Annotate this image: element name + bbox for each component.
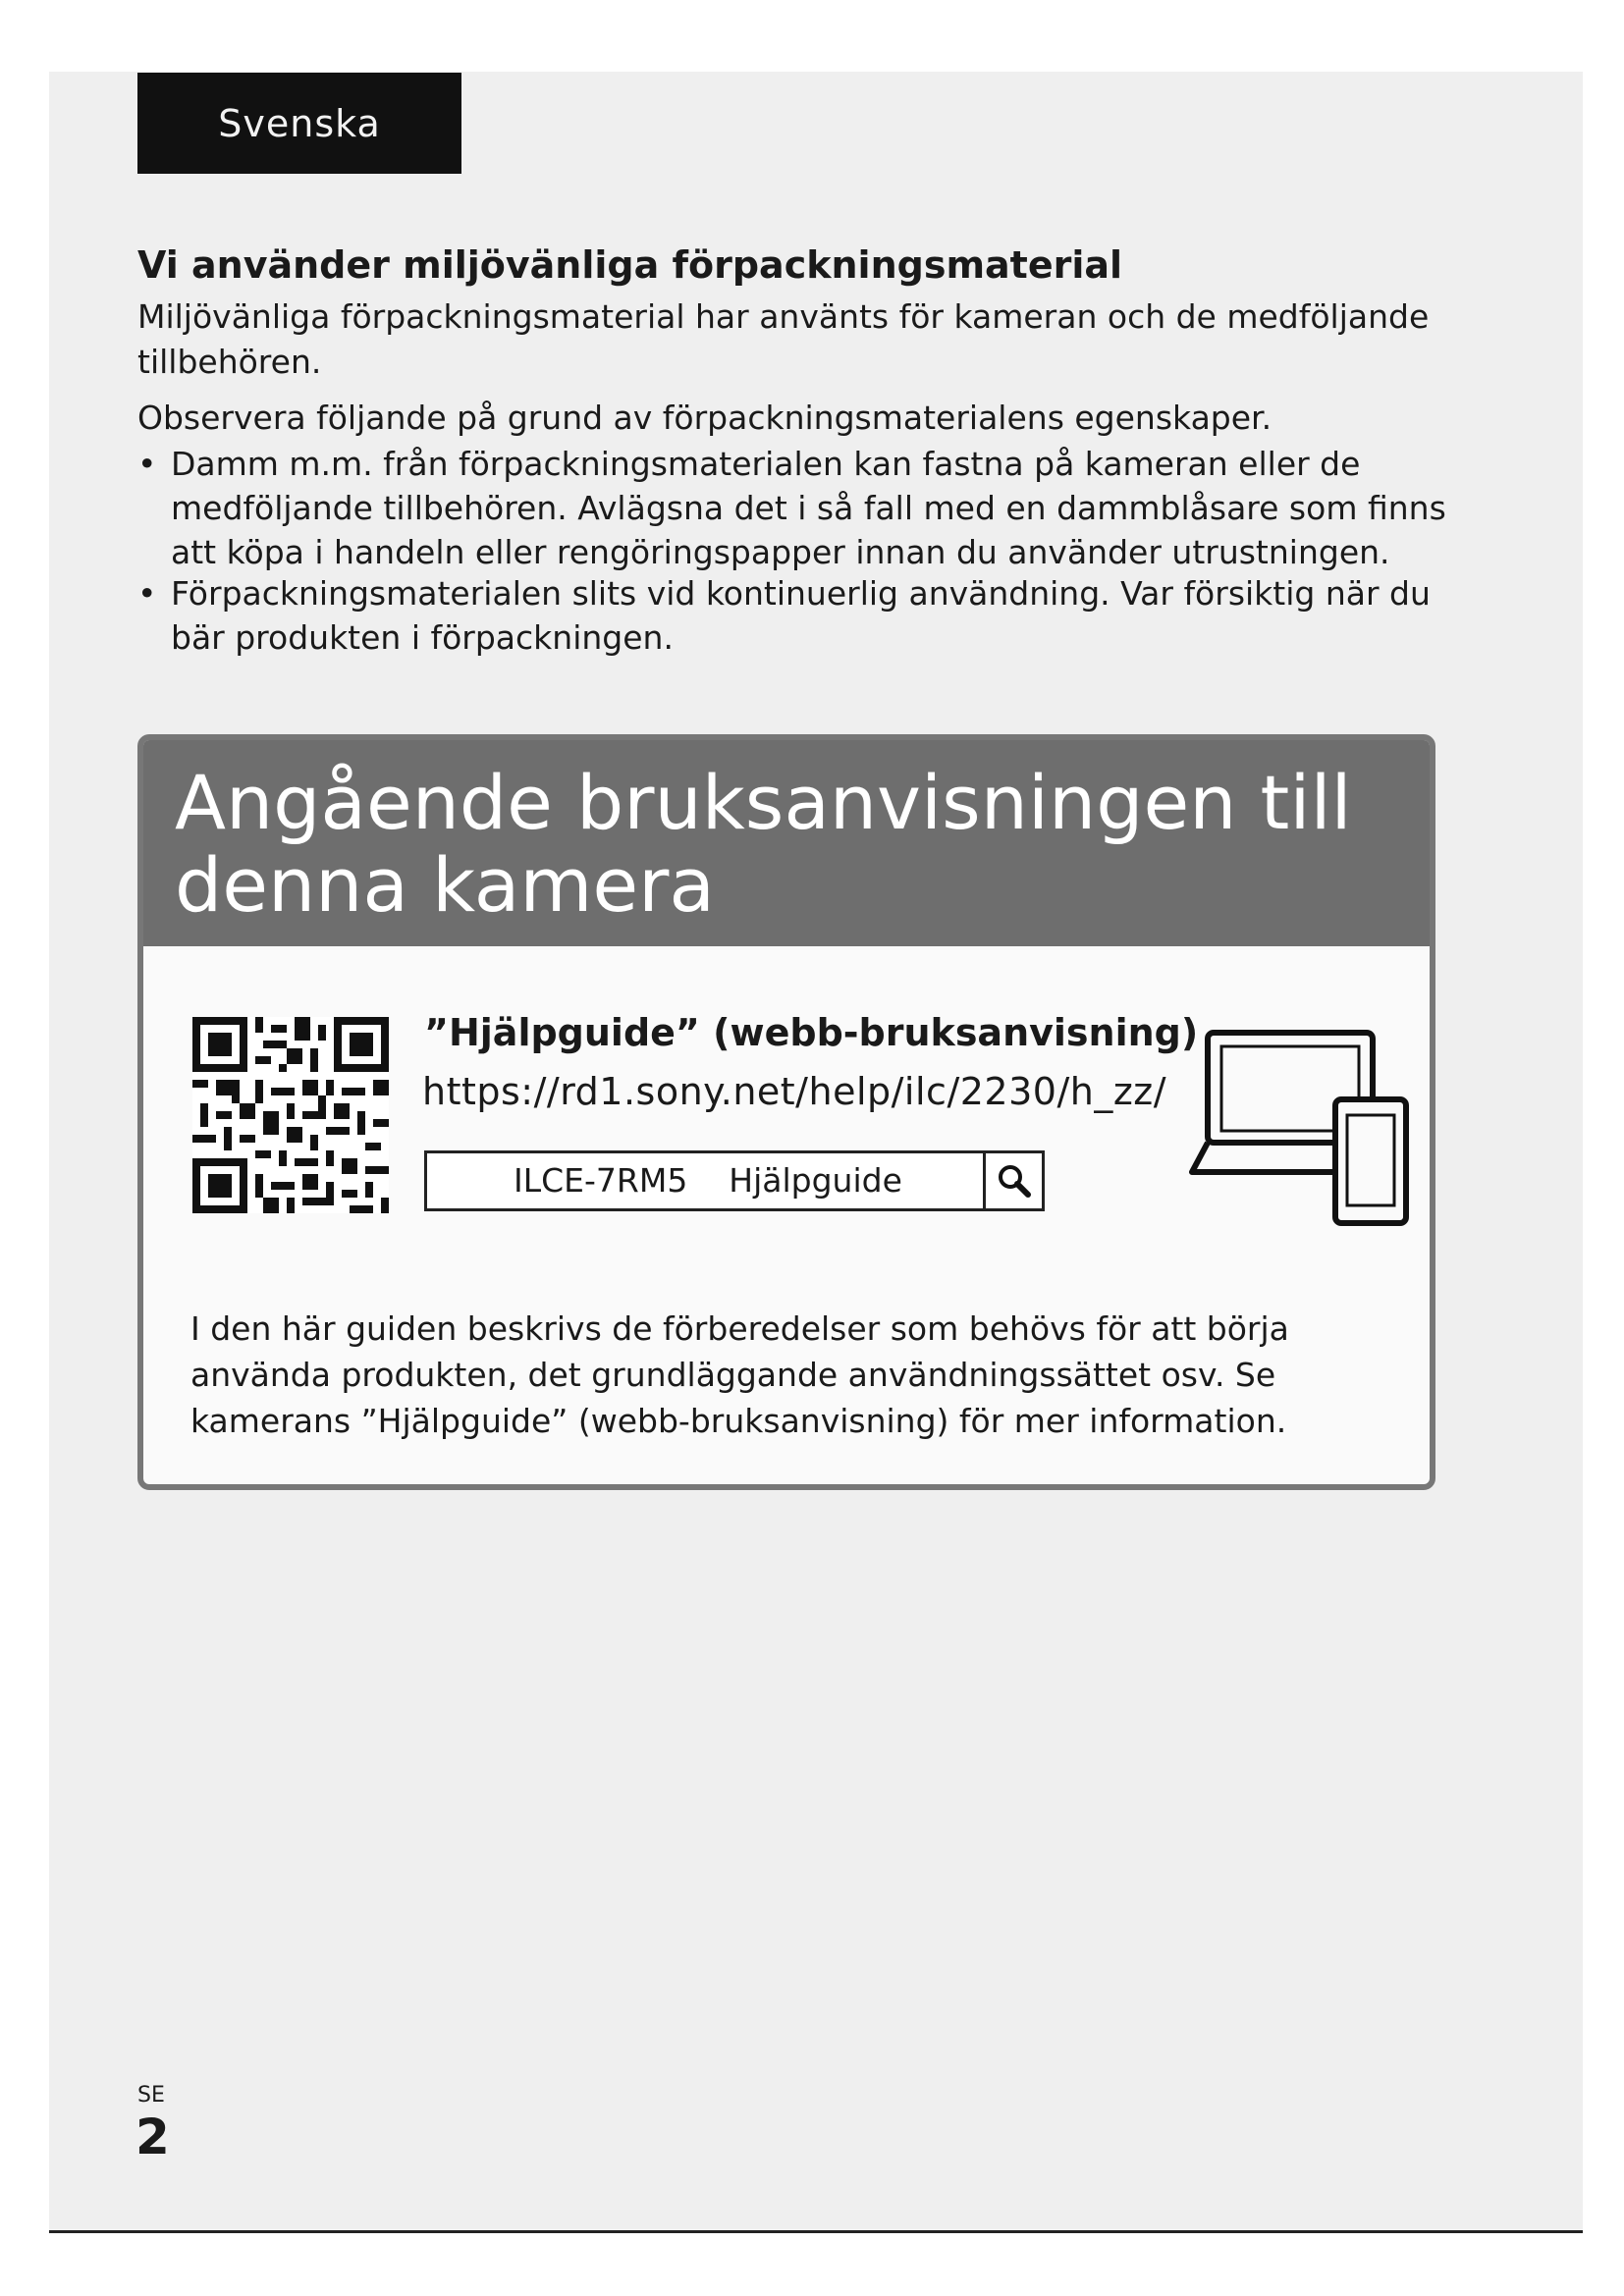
bullet-2-line-1: Förpackningsmaterialen slits vid kontinuerlig användning. Var försiktig när du bbox=[171, 574, 1431, 613]
eco-packaging-heading: Vi använder miljövänliga förpackningsmaterial bbox=[137, 243, 1123, 287]
help-guide-url[interactable]: https://rd1.sony.net/help/ilc/2230/h_zz/ bbox=[422, 1070, 1167, 1113]
language-tab-label: Svenska bbox=[218, 101, 381, 145]
eco-paragraph-1-line-2: tillbehören. bbox=[137, 343, 322, 381]
language-tab bbox=[137, 73, 461, 174]
eco-paragraph-2: Observera följande på grund av förpackningsmaterialens egenskaper. bbox=[137, 399, 1272, 437]
bullet-1-line-2: medföljande tillbehören. Avlägsna det i så fall med en dammblåsare som finns bbox=[171, 489, 1446, 527]
description-line-1: I den här guiden beskrivs de förberedelser som behövs för att börja bbox=[190, 1309, 1289, 1348]
manual-box-header bbox=[143, 740, 1430, 946]
search-icon bbox=[996, 1162, 1033, 1200]
manual-box-title: Angående bruksanvisningen till denna kamera bbox=[175, 759, 1352, 929]
search-query-text: ILCE-7RM5 Hjälpguide bbox=[514, 1161, 902, 1200]
qr-code-icon[interactable] bbox=[192, 1017, 389, 1213]
manual-box-description bbox=[190, 1306, 1369, 1444]
search-bar[interactable] bbox=[424, 1150, 1045, 1211]
help-guide-title: ”Hjälpguide” (webb-bruksanvisning) bbox=[424, 1011, 1199, 1054]
bullet-symbol: • bbox=[137, 574, 157, 613]
laptop-phone-icon bbox=[1188, 1025, 1414, 1231]
bullet-1-line-1: Damm m.m. från förpackningsmaterialen kan fastna på kameran eller de bbox=[171, 445, 1361, 483]
page-number: 2 bbox=[135, 2109, 170, 2165]
description-line-2: använda produkten, det grundläggande användningssättet osv. Se bbox=[190, 1356, 1276, 1394]
eco-paragraph-1 bbox=[137, 294, 1453, 385]
manual-info-box bbox=[137, 734, 1435, 1490]
eco-bullet-1 bbox=[137, 442, 1453, 574]
description-line-3: kamerans ”Hjälpguide” (webb-bruksanvisning) för mer information. bbox=[190, 1402, 1287, 1440]
page-language-code: SE bbox=[137, 2083, 165, 2108]
bottom-divider bbox=[49, 2230, 1583, 2233]
search-button[interactable] bbox=[983, 1153, 1042, 1208]
bullet-2-line-2: bär produkten i förpackningen. bbox=[171, 618, 674, 657]
bullet-1-line-3: att köpa i handeln eller rengöringspapper innan du använder utrustningen. bbox=[171, 533, 1390, 571]
eco-bullet-2 bbox=[137, 571, 1453, 660]
bullet-symbol: • bbox=[137, 445, 157, 483]
eco-paragraph-1-line-1: Miljövänliga förpackningsmaterial har använts för kameran och de medföljande bbox=[137, 297, 1430, 336]
